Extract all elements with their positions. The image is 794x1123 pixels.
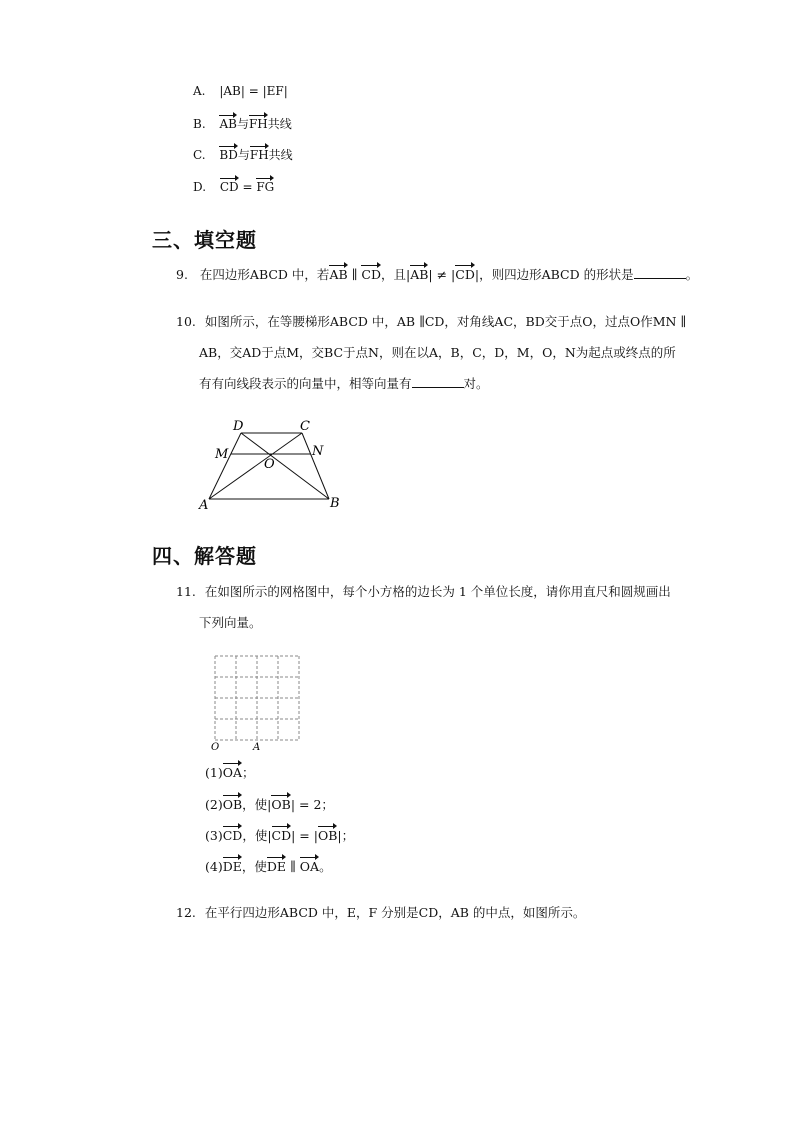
vector-bd: BD [219, 145, 237, 162]
answer-blank [634, 268, 686, 279]
question-10-line-2: AB，交AD于点M，交BC于点N，则在以A，B，C，D，M，O，N为起点或终点的所 [199, 345, 676, 360]
question-text: 在四边形ABCD 中，若 [199, 267, 330, 282]
vector-cd: CD [272, 825, 292, 843]
label-b: B [330, 496, 340, 511]
parallel-symbol: ∥ [347, 267, 362, 282]
section-title-fill-blank: 三、填空题 [152, 228, 257, 252]
vector-cd: CD [455, 264, 475, 282]
question-12 [176, 903, 585, 921]
parallel-symbol: ∥ [286, 859, 300, 874]
question-10 [176, 312, 686, 330]
question-text: 对。 [463, 376, 489, 391]
option-d [193, 177, 274, 194]
option-letter: B. [193, 117, 206, 131]
section-title-answer: 四、解答题 [152, 544, 257, 568]
question-number: 12. [176, 905, 196, 920]
subquestion-1 [205, 762, 255, 781]
option-letter: A. [193, 84, 206, 98]
vector-ob: OB [318, 825, 337, 843]
label-a: A [199, 498, 209, 513]
sub-text: | = 2； [290, 797, 334, 812]
vector-ab: AB [410, 264, 428, 282]
question-number: 9. [176, 267, 188, 282]
vector-cd: CD [361, 264, 381, 282]
sub-number: (3) [205, 828, 223, 843]
question-number: 10. [176, 314, 196, 329]
label-o: O [211, 742, 220, 753]
option-a [193, 84, 288, 98]
question-11 [176, 582, 671, 600]
vector-ob: OB [223, 794, 242, 812]
vector-ab: AB [329, 264, 347, 282]
question-text: 在如图所示的网格图中，每个小方格的边长为 1 个单位长度，请你用直尺和圆规画出 [204, 584, 671, 599]
label-n: N [312, 444, 324, 459]
diagonal-ac [209, 433, 302, 499]
subquestion-4 [205, 856, 332, 875]
question-text: | ≠ | [428, 267, 456, 282]
trapezoid-figure [195, 415, 355, 515]
vector-ab: AB [219, 114, 236, 131]
question-10-line-3 [199, 374, 489, 392]
label-a: A [253, 742, 261, 753]
label-m: M [215, 447, 229, 462]
grid-figure [205, 648, 315, 754]
vector-fg: FG [256, 177, 274, 194]
question-number: 11. [176, 584, 196, 599]
sub-number: (2) [205, 797, 223, 812]
option-text: 与 [236, 117, 249, 131]
option-letter: D. [193, 180, 207, 194]
question-text: 如图所示，在等腰梯形ABCD 中，AB ∥CD，对角线AC，BD交于点O，过点O作MN ∥ [204, 314, 687, 329]
option-text: 共线 [267, 117, 292, 131]
question-9 [176, 264, 698, 283]
question-11-line-2: 下列向量。 [199, 615, 262, 630]
label-c: C [300, 419, 310, 434]
vector-cd: CD [223, 825, 243, 843]
sub-text: ，使 [241, 859, 267, 874]
label-o: O [264, 457, 275, 472]
option-b [193, 114, 292, 132]
option-text: 共线 [268, 148, 293, 162]
vector-de: DE [223, 856, 242, 874]
answer-blank [412, 377, 464, 388]
vector-fh: FH [249, 114, 268, 131]
question-text: 在平行四边形ABCD 中，E，F 分别是CD，AB 的中点，如图所示。 [204, 905, 586, 920]
vector-cd: CD [220, 177, 239, 194]
option-text: 与 [237, 148, 250, 162]
label-d: D [233, 419, 244, 434]
subquestion-3 [205, 825, 354, 844]
option-text: = [238, 180, 257, 194]
sub-number: (1) [205, 765, 223, 780]
sub-text: ，使| [242, 797, 272, 812]
sub-text: ，使| [242, 828, 272, 843]
question-text: ，且| [380, 267, 411, 282]
sub-text: ； [242, 765, 255, 780]
vector-de: DE [267, 856, 286, 874]
sub-text: 。 [319, 859, 332, 874]
question-text: 有有向线段表示的向量中，相等向量有 [199, 376, 412, 391]
question-text: |，则四边形ABCD 的形状是 [474, 267, 634, 282]
vector-fh: FH [250, 145, 269, 162]
subquestion-2 [205, 794, 334, 813]
sub-text: | = | [291, 828, 318, 843]
side-da [209, 433, 241, 499]
vector-oa: OA [300, 856, 319, 874]
question-text: 。 [685, 267, 699, 282]
vector-oa: OA [223, 762, 242, 780]
option-text: |AB| = |EF| [219, 84, 288, 98]
vector-ob: OB [271, 794, 290, 812]
option-letter: C. [193, 148, 206, 162]
option-c [193, 145, 293, 163]
sub-text: |； [337, 828, 355, 843]
sub-number: (4) [205, 859, 223, 874]
